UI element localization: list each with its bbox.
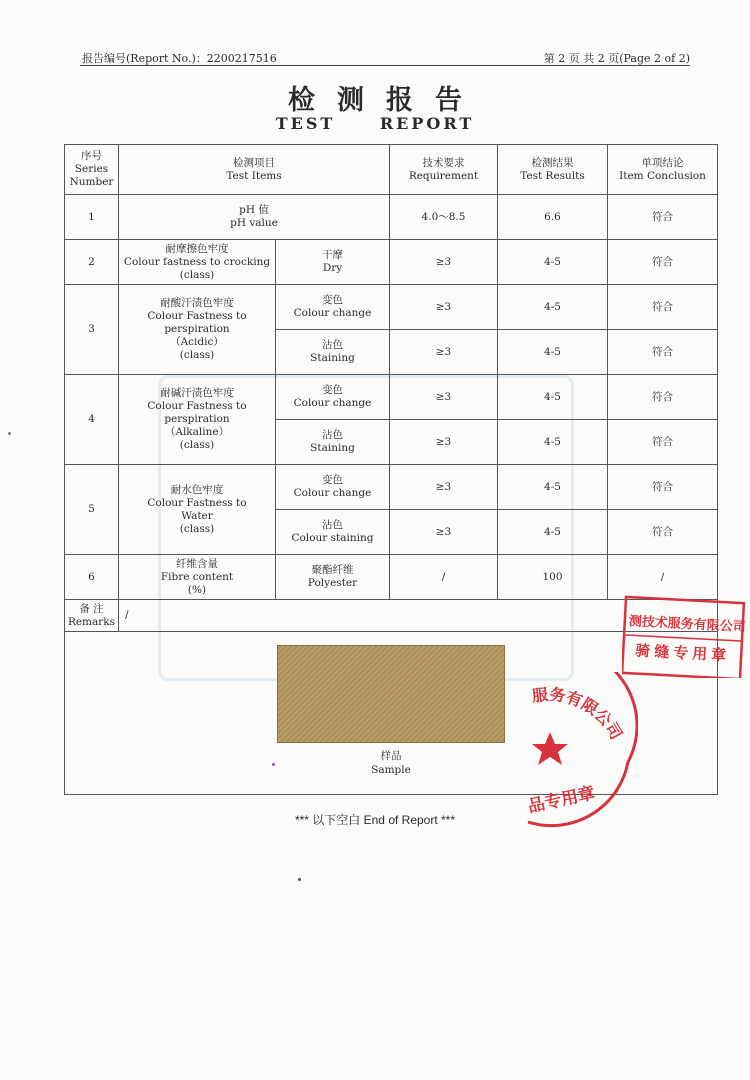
sample-fabric-swatch [277, 645, 505, 743]
row2-number: 2 [65, 240, 119, 285]
row5b-conclusion: 符合 [608, 510, 718, 555]
row2-item-cn: 耐摩擦色牢度 [165, 242, 229, 255]
row3-number: 3 [65, 285, 119, 375]
row5-number: 5 [65, 465, 119, 555]
row4a-requirement: ≥3 [390, 375, 498, 420]
header-items-cn: 检测项目 [233, 156, 275, 169]
title-chinese: 检测报告 [288, 85, 484, 116]
table-row [65, 240, 718, 285]
row1-number: 1 [65, 195, 119, 240]
row4b-result: 4-5 [498, 420, 608, 465]
table-row [65, 555, 718, 600]
header-items-en: Test Items [226, 169, 282, 182]
row3b-requirement: ≥3 [390, 330, 498, 375]
seal-star-icon [532, 732, 568, 765]
remarks-label [65, 600, 119, 632]
row3a-sub-en: Colour change [293, 307, 372, 319]
row2-item-en: Colour fastness to crocking [123, 255, 271, 268]
row4a-result: 4-5 [498, 375, 608, 420]
row3-item-en: Colour Fastness to perspiration [147, 310, 247, 335]
page-indicator: 第 2 页 共 2 页(Page 2 of 2) [543, 52, 690, 65]
header-divider [80, 65, 690, 66]
seam-stamp-line2: 骑缝专用章 [634, 641, 731, 665]
row5a-conclusion: 符合 [608, 465, 718, 510]
row4-number: 4 [65, 375, 119, 465]
row5b-result: 4-5 [498, 510, 608, 555]
row4a-conclusion: 符合 [608, 375, 718, 420]
row6-number: 6 [65, 555, 119, 600]
row4-item-cn: 耐碱汗渍色牢度 [160, 387, 234, 399]
row6-requirement: / [390, 555, 498, 600]
row4b-requirement: ≥3 [390, 420, 498, 465]
row3-item [119, 285, 276, 375]
row2-sub-en: Dry [322, 262, 343, 274]
row2-item [119, 240, 276, 285]
row1-item-en: pH value [230, 217, 278, 229]
row3a-sub-cn: 变色 [322, 294, 343, 306]
row4-item-en2: （Alkaline） [164, 426, 230, 438]
row5a-requirement: ≥3 [390, 465, 498, 510]
row3b-sub-en: Staining [310, 352, 355, 364]
remarks-row [65, 600, 718, 632]
row4a-subitem [276, 375, 390, 420]
row4-item [119, 375, 276, 465]
ink-speck [272, 763, 275, 766]
row1-result: 6.6 [498, 195, 608, 240]
seam-stamp-graphic [622, 592, 746, 678]
row2-requirement: ≥3 [390, 240, 498, 285]
row3-item-unit: (class) [179, 349, 215, 361]
header-results [498, 145, 608, 195]
header-series-cn: 序号 [81, 150, 102, 162]
header-res-en: Test Results [520, 169, 585, 182]
row5a-result: 4-5 [498, 465, 608, 510]
row5b-sub-en: Colour staining [291, 532, 374, 544]
seal-arc-text: 服务有限公司 [530, 684, 626, 743]
header-series [65, 145, 119, 195]
row3b-subitem [276, 330, 390, 375]
seam-stamp [622, 592, 746, 682]
row5-item-unit: (class) [179, 522, 215, 535]
row4a-sub-en: Colour change [293, 397, 372, 409]
row2-subitem [276, 240, 390, 285]
row5b-subitem [276, 510, 390, 555]
table-row [65, 195, 718, 240]
row5-item-en: Colour Fastness to [147, 496, 247, 509]
row1-item-cn: pH 值 [239, 204, 269, 216]
table-row [65, 465, 718, 510]
header-series-en2: Number [69, 176, 114, 188]
header-req-en: Requirement [408, 169, 479, 182]
row6-item [119, 555, 276, 600]
table-header-row [65, 145, 718, 195]
row3a-subitem [276, 285, 390, 330]
remarks-label-en: Remarks [67, 615, 116, 628]
row4-item-en: Colour Fastness to perspiration [147, 400, 247, 425]
table-row [65, 285, 718, 330]
row2-item-unit: (class) [179, 268, 215, 281]
title-english: TEST REPORT [275, 114, 475, 133]
row5b-requirement: ≥3 [390, 510, 498, 555]
row4b-sub-cn: 沾色 [322, 429, 343, 441]
row5-item-cn: 耐水色牢度 [170, 483, 224, 496]
row3a-result: 4-5 [498, 285, 608, 330]
row4b-sub-en: Staining [310, 442, 355, 454]
header-req-cn: 技术要求 [422, 156, 465, 169]
header-conc-cn: 单项结论 [641, 156, 684, 169]
row5a-sub-en: Colour change [293, 487, 372, 499]
svg-text:服务有限公司 [531, 685, 626, 743]
company-seal-graphic [528, 672, 638, 832]
sample-caption-cn: 样品 [380, 750, 402, 762]
row6-item-cn: 纤维含量 [176, 557, 218, 570]
header-conclusion [608, 145, 718, 195]
row4b-subitem [276, 420, 390, 465]
row6-sub-cn: 聚酯纤维 [311, 564, 354, 576]
ink-speck [298, 878, 301, 881]
row4a-sub-cn: 变色 [322, 384, 343, 396]
remarks-value: / [119, 600, 718, 632]
row2-result: 4-5 [498, 240, 608, 285]
row6-result: 100 [498, 555, 608, 600]
row4b-conclusion: 符合 [608, 420, 718, 465]
row4-item-unit: (class) [179, 439, 215, 451]
row2-sub-cn: 干摩 [322, 249, 343, 261]
row5a-sub-cn: 变色 [322, 474, 343, 486]
row3b-conclusion: 符合 [608, 330, 718, 375]
ink-speck [8, 432, 11, 435]
row1-item [119, 195, 390, 240]
row1-conclusion: 符合 [608, 195, 718, 240]
row6-item-en: Fibre content [160, 570, 234, 583]
end-of-report: *** 以下空白 End of Report *** [294, 813, 456, 827]
row3-item-en2: （Acidic） [170, 336, 224, 348]
seal-bottom-text: 品专用章 [528, 783, 597, 818]
sample-caption-en: Sample [371, 764, 411, 776]
header-requirement [390, 145, 498, 195]
report-number: 报告编号(Report No.)：2200217516 [82, 52, 277, 65]
table-row [65, 375, 718, 420]
row3b-sub-cn: 沾色 [322, 339, 343, 351]
header-res-cn: 检测结果 [531, 156, 574, 169]
row1-requirement: 4.0～8.5 [390, 195, 498, 240]
row6-conclusion: / [608, 555, 718, 600]
row3a-conclusion: 符合 [608, 285, 718, 330]
header-items [119, 145, 390, 195]
header-series-en1: Series [74, 163, 109, 175]
row3-item-cn: 耐酸汗渍色牢度 [160, 297, 234, 309]
seam-stamp-line1: 测技术服务有限公司 [628, 614, 746, 636]
row6-subitem [276, 555, 390, 600]
remarks-label-cn: 备 注 [79, 602, 104, 615]
header-conc-en: Item Conclusion [619, 169, 706, 182]
row5-item [119, 465, 276, 555]
row2-conclusion: 符合 [608, 240, 718, 285]
row3b-result: 4-5 [498, 330, 608, 375]
row5a-subitem [276, 465, 390, 510]
row5-item-en2: Water [181, 509, 213, 522]
row6-item-unit: (%) [187, 583, 207, 596]
row3a-requirement: ≥3 [390, 285, 498, 330]
row5b-sub-cn: 沾色 [322, 519, 343, 531]
row6-sub-en: Polyester [307, 577, 358, 589]
